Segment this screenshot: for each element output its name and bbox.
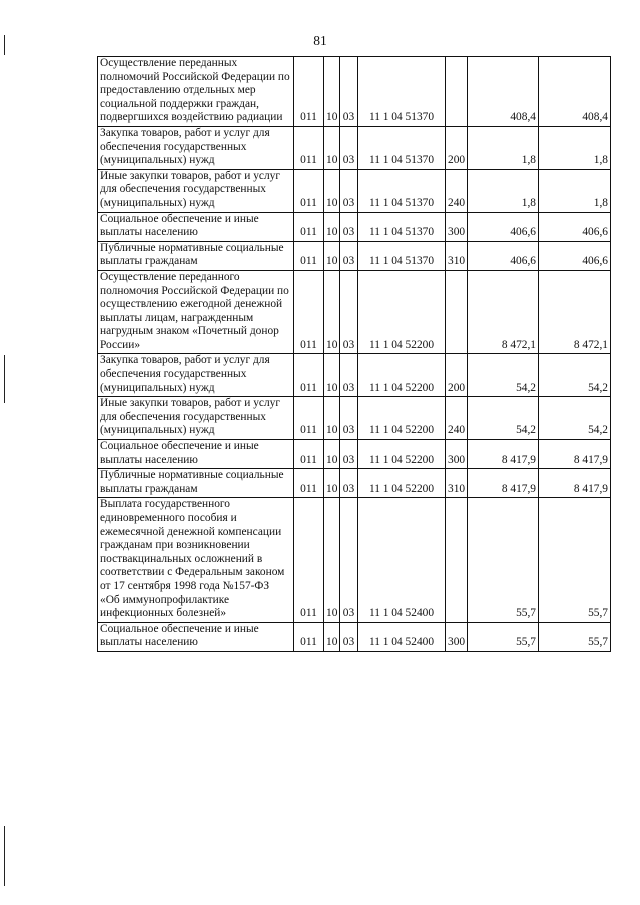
section-code: 10 bbox=[324, 126, 340, 169]
expense-type-code bbox=[446, 498, 468, 622]
row-name: Социальное обеспечение и иные выплаты населению bbox=[98, 622, 294, 651]
expense-type-code: 310 bbox=[446, 469, 468, 498]
row-name: Выплата государственного единовременного пособия и ежемесячной денежной компенсации гражданам при возникновении поствакцинальных осложнений в соответствии с Федеральным законом от 17 сентября 1998 года №157-ФЗ «Об иммунопрофилактике инфекционных болезней» bbox=[98, 498, 294, 622]
section-code: 10 bbox=[324, 241, 340, 270]
subsection-code: 03 bbox=[340, 622, 358, 651]
expense-type-code: 240 bbox=[446, 397, 468, 440]
expense-type-code: 300 bbox=[446, 440, 468, 469]
subsection-code: 03 bbox=[340, 469, 358, 498]
target-article-code: 11 1 04 52200 bbox=[358, 440, 446, 469]
row-name: Социальное обеспечение и иные выплаты населению bbox=[98, 212, 294, 241]
amount-year-2: 406,6 bbox=[539, 241, 611, 270]
amount-year-2: 8 472,1 bbox=[539, 270, 611, 354]
expense-type-code bbox=[446, 270, 468, 354]
amount-year-1: 54,2 bbox=[468, 354, 539, 397]
target-article-code: 11 1 04 52200 bbox=[358, 270, 446, 354]
table-row bbox=[98, 469, 611, 498]
table-row bbox=[98, 498, 611, 622]
row-name: Осуществление переданного полномочия Российской Федерации по осуществлению ежегодной денежной выплаты лицам, награжденным нагрудным знаком «Почетный донор России» bbox=[98, 270, 294, 354]
ministry-code: 011 bbox=[294, 440, 324, 469]
table-row bbox=[98, 126, 611, 169]
section-code: 10 bbox=[324, 440, 340, 469]
table-row bbox=[98, 241, 611, 270]
ministry-code: 011 bbox=[294, 212, 324, 241]
expense-type-code: 200 bbox=[446, 126, 468, 169]
amount-year-1: 1,8 bbox=[468, 126, 539, 169]
subsection-code: 03 bbox=[340, 241, 358, 270]
ministry-code: 011 bbox=[294, 126, 324, 169]
expense-type-code: 200 bbox=[446, 354, 468, 397]
ministry-code: 011 bbox=[294, 397, 324, 440]
expense-type-code: 240 bbox=[446, 169, 468, 212]
target-article-code: 11 1 04 51370 bbox=[358, 241, 446, 270]
amount-year-2: 8 417,9 bbox=[539, 469, 611, 498]
amount-year-2: 55,7 bbox=[539, 498, 611, 622]
amount-year-2: 55,7 bbox=[539, 622, 611, 651]
subsection-code: 03 bbox=[340, 354, 358, 397]
target-article-code: 11 1 04 52200 bbox=[358, 354, 446, 397]
amount-year-1: 1,8 bbox=[468, 169, 539, 212]
ministry-code: 011 bbox=[294, 270, 324, 354]
table-row bbox=[98, 622, 611, 651]
amount-year-2: 406,6 bbox=[539, 212, 611, 241]
table-row bbox=[98, 397, 611, 440]
amount-year-1: 8 472,1 bbox=[468, 270, 539, 354]
amount-year-2: 1,8 bbox=[539, 126, 611, 169]
section-code: 10 bbox=[324, 169, 340, 212]
amount-year-1: 55,7 bbox=[468, 622, 539, 651]
section-code: 10 bbox=[324, 397, 340, 440]
expense-type-code bbox=[446, 57, 468, 127]
ministry-code: 011 bbox=[294, 169, 324, 212]
amount-year-2: 1,8 bbox=[539, 169, 611, 212]
table-row bbox=[98, 440, 611, 469]
scan-edge-line bbox=[4, 35, 5, 55]
expense-type-code: 300 bbox=[446, 212, 468, 241]
section-code: 10 bbox=[324, 498, 340, 622]
section-code: 10 bbox=[324, 57, 340, 127]
subsection-code: 03 bbox=[340, 270, 358, 354]
ministry-code: 011 bbox=[294, 469, 324, 498]
target-article-code: 11 1 04 52200 bbox=[358, 469, 446, 498]
expense-type-code: 310 bbox=[446, 241, 468, 270]
ministry-code: 011 bbox=[294, 57, 324, 127]
amount-year-2: 408,4 bbox=[539, 57, 611, 127]
section-code: 10 bbox=[324, 469, 340, 498]
subsection-code: 03 bbox=[340, 212, 358, 241]
ministry-code: 011 bbox=[294, 498, 324, 622]
target-article-code: 11 1 04 51370 bbox=[358, 169, 446, 212]
target-article-code: 11 1 04 52200 bbox=[358, 397, 446, 440]
row-name: Осуществление переданных полномочий Российской Федерации по предоставлению отдельных мер социальной поддержки граждан, подвергшихся воздействию радиации bbox=[98, 57, 294, 127]
target-article-code: 11 1 04 52400 bbox=[358, 498, 446, 622]
ministry-code: 011 bbox=[294, 354, 324, 397]
amount-year-2: 8 417,9 bbox=[539, 440, 611, 469]
subsection-code: 03 bbox=[340, 169, 358, 212]
row-name: Публичные нормативные социальные выплаты гражданам bbox=[98, 469, 294, 498]
table-row bbox=[98, 354, 611, 397]
subsection-code: 03 bbox=[340, 440, 358, 469]
row-name: Иные закупки товаров, работ и услуг для обеспечения государственных (муниципальных) нужд bbox=[98, 397, 294, 440]
page-number: 81 bbox=[313, 33, 327, 48]
subsection-code: 03 bbox=[340, 498, 358, 622]
amount-year-2: 54,2 bbox=[539, 354, 611, 397]
scan-edge-line bbox=[4, 826, 5, 886]
row-name: Закупка товаров, работ и услуг для обеспечения государственных (муниципальных) нужд bbox=[98, 354, 294, 397]
table-row bbox=[98, 169, 611, 212]
row-name: Закупка товаров, работ и услуг для обеспечения государственных (муниципальных) нужд bbox=[98, 126, 294, 169]
table-row bbox=[98, 212, 611, 241]
amount-year-2: 54,2 bbox=[539, 397, 611, 440]
amount-year-1: 54,2 bbox=[468, 397, 539, 440]
budget-table bbox=[97, 56, 611, 652]
table-row bbox=[98, 57, 611, 127]
row-name: Социальное обеспечение и иные выплаты населению bbox=[98, 440, 294, 469]
target-article-code: 11 1 04 51370 bbox=[358, 212, 446, 241]
ministry-code: 011 bbox=[294, 622, 324, 651]
section-code: 10 bbox=[324, 622, 340, 651]
target-article-code: 11 1 04 51370 bbox=[358, 57, 446, 127]
section-code: 10 bbox=[324, 212, 340, 241]
amount-year-1: 8 417,9 bbox=[468, 469, 539, 498]
amount-year-1: 408,4 bbox=[468, 57, 539, 127]
amount-year-1: 406,6 bbox=[468, 212, 539, 241]
subsection-code: 03 bbox=[340, 57, 358, 127]
amount-year-1: 55,7 bbox=[468, 498, 539, 622]
subsection-code: 03 bbox=[340, 126, 358, 169]
row-name: Публичные нормативные социальные выплаты гражданам bbox=[98, 241, 294, 270]
expense-type-code: 300 bbox=[446, 622, 468, 651]
row-name: Иные закупки товаров, работ и услуг для обеспечения государственных (муниципальных) нужд bbox=[98, 169, 294, 212]
table-row bbox=[98, 270, 611, 354]
target-article-code: 11 1 04 52400 bbox=[358, 622, 446, 651]
section-code: 10 bbox=[324, 354, 340, 397]
amount-year-1: 8 417,9 bbox=[468, 440, 539, 469]
scan-edge-line bbox=[4, 355, 5, 403]
target-article-code: 11 1 04 51370 bbox=[358, 126, 446, 169]
subsection-code: 03 bbox=[340, 397, 358, 440]
amount-year-1: 406,6 bbox=[468, 241, 539, 270]
section-code: 10 bbox=[324, 270, 340, 354]
ministry-code: 011 bbox=[294, 241, 324, 270]
